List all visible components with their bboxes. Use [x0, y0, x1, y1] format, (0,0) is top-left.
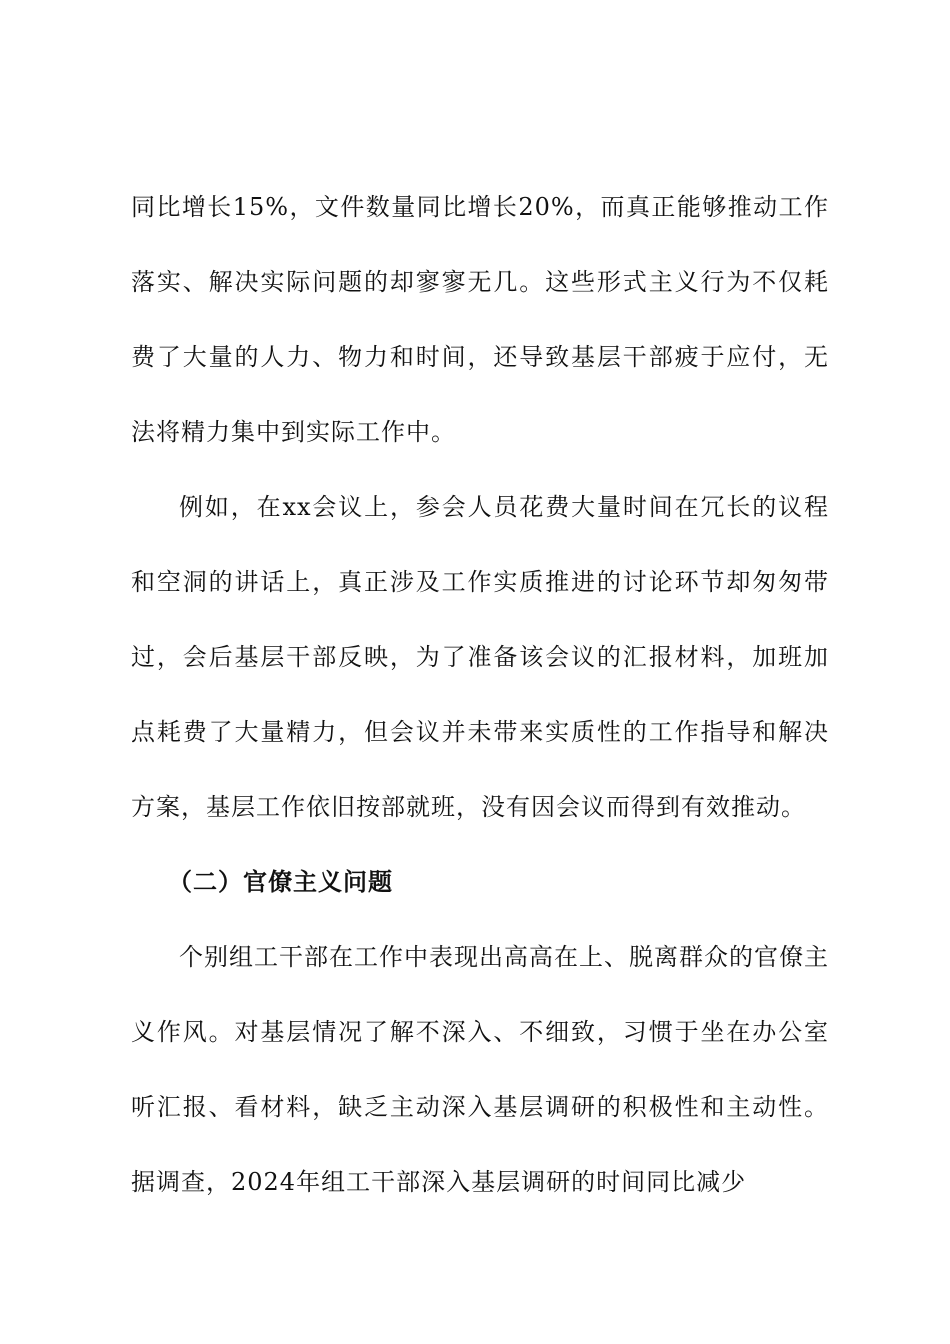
- paragraph-bureaucracy: 个别组工干部在工作中表现出高高在上、脱离群众的官僚主义作风。对基层情况了解不深入、不细致，习惯于坐在办公室听汇报、看材料，缺乏主动深入基层调研的积极性和主动性。据调查，2024年组工干部深入基层调研的时间同比减少: [131, 943, 829, 1196]
- document-body: [131, 170, 829, 1220]
- section-heading: （二）官僚主义问题: [168, 868, 393, 896]
- paragraph-example: 例如，在xx会议上，参会人员花费大量时间在冗长的议程和空洞的讲话上，真正涉及工作实质推进的讨论环节却匆匆带过，会后基层干部反映，为了准备该会议的汇报材料，加班加点耗费了大量精力，但会议并未带来实质性的工作指导和解决方案，基层工作依旧按部就班，没有因会议而得到有效推动。: [131, 493, 829, 821]
- paragraph-continuation: 同比增长15%，文件数量同比增长20%，而真正能够推动工作落实、解决实际问题的却寥寥无几。这些形式主义行为不仅耗费了大量的人力、物力和时间，还导致基层干部疲于应付，无法将精力集中到实际工作中。: [131, 193, 829, 446]
